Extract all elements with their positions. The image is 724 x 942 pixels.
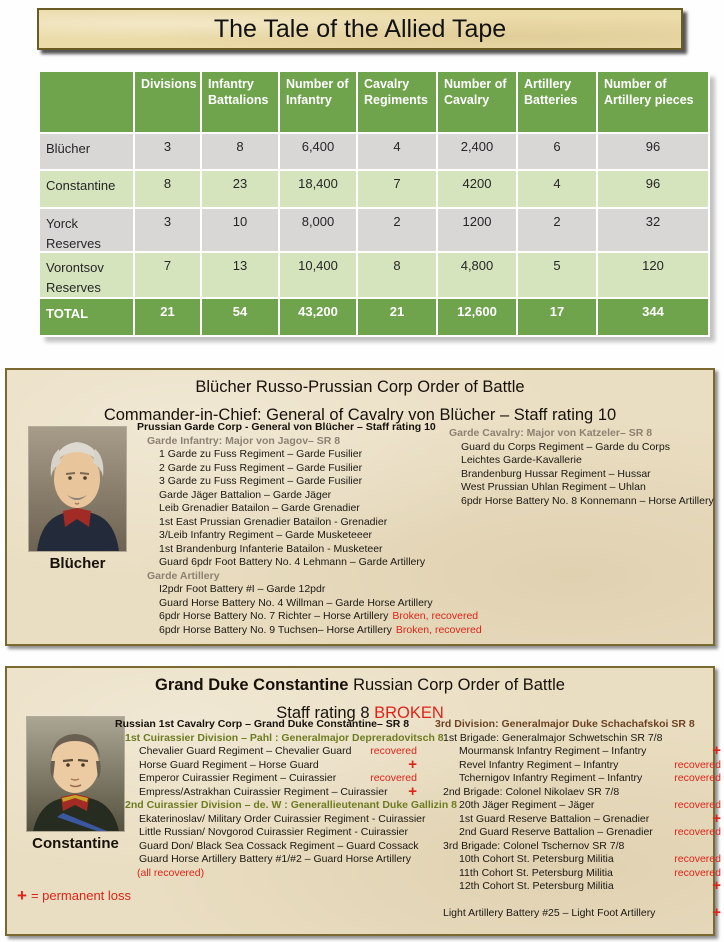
roster-item-status (426, 813, 434, 827)
legend-permanent-loss (17, 888, 131, 903)
roster-item-status: recovered (674, 799, 721, 811)
cell: 4 (518, 171, 598, 209)
cell: 32 (598, 209, 710, 253)
roster-item (137, 610, 479, 624)
roster-item-status: + (408, 755, 417, 773)
roster-item-text: 1st Guard Reserve Battalion – Grenadier (459, 812, 650, 825)
roster-item (137, 489, 459, 503)
roster-item (137, 516, 459, 530)
row-label-constantine: Constantine (40, 171, 135, 209)
constantine-title-bold: Grand Duke Constantine (155, 676, 349, 694)
division2-header: 2nd Cuirassier Division – de. W : Generallieutenant Duke Gallizin 8 (125, 799, 458, 811)
roster-item-status: recovered (674, 772, 721, 784)
roster-item-text: Ekaterinoslav/ Military Order Cuirassier Regiment - Cuirassier (139, 812, 426, 825)
roster-item (137, 475, 459, 489)
roster-item-text: West Prussian Uhlan Regiment – Uhlan (461, 481, 646, 493)
cell: 43,200 (280, 299, 358, 337)
row-label-bluecher: Blücher (40, 134, 135, 171)
constantine-portrait-label: Constantine (32, 835, 119, 852)
roster-item-text: Tchernigov Infantry Regiment – Infantry (459, 772, 643, 784)
roster-item-status: + (712, 742, 721, 759)
cell: 23 (202, 171, 280, 209)
roster-item-text: Emperor Cuirassier Regiment – Cuirassier (139, 772, 337, 784)
cell: 21 (358, 299, 438, 337)
cell: 10,400 (280, 253, 358, 299)
cell: 8 (358, 253, 438, 299)
roster-item-status: + (712, 903, 721, 921)
col-header-infantry-battalions: Infantry Battalions (202, 72, 280, 134)
roster-item (115, 772, 417, 786)
corps-header: Russian 1st Cavalry Corp – Grand Duke Constantine– SR 8 (115, 718, 410, 730)
col-header-blank (40, 72, 135, 134)
division1-header: 1st Cuirassier Division – Pahl : Generalmajor Depreradovitsch 8 (125, 731, 444, 744)
roster-item (137, 543, 459, 557)
roster-item-text: 6pdr Horse Battery No. 9 Tuchsen– Horse Artillery (159, 623, 392, 636)
cell: 3 (135, 134, 202, 171)
constantine-portrait (27, 717, 124, 852)
roster-item (137, 448, 459, 462)
col-header-artillery-batteries: Artillery Batteries (518, 72, 598, 134)
roster-item (435, 853, 721, 867)
division2-list (115, 812, 426, 867)
legend-text: = permanent loss (30, 888, 132, 903)
roster-item (137, 502, 459, 516)
cell: 2,400 (438, 134, 518, 171)
roster-item-text: 11th Cohort St. Petersburg Militia (459, 866, 613, 879)
cell: 12,600 (438, 299, 518, 337)
roster-item (435, 877, 721, 894)
roster-item-text: 2nd Guard Reserve Battalion – Grenadier (459, 826, 653, 838)
bluecher-panel-subtitle: Commander-in-Chief: General of Cavalry von Blücher – Staff rating 10 (103, 405, 617, 424)
roster-item (435, 759, 721, 773)
roster-item (435, 809, 721, 827)
roster-item-text: 2 Garde zu Fuss Regiment – Garde Fusilier (159, 461, 363, 474)
roster-item-text: Empress/Astrakhan Cuirassier Regiment – Cuirassier (139, 785, 388, 798)
constantine-left-column (115, 718, 458, 880)
col-header-number-of-infantry: Number of Infantry (280, 72, 358, 134)
broken-status: BROKEN (374, 703, 444, 722)
roster-item-status (409, 826, 417, 840)
roster-item (115, 745, 417, 759)
roster-item-text: Leichtes Garde-Kavallerie (461, 454, 582, 466)
brigade1-list (435, 742, 721, 786)
col-header-divisions: Divisions (135, 72, 202, 134)
roster-item (115, 853, 417, 867)
bluecher-right-column (439, 427, 721, 508)
constantine-panel (5, 666, 721, 936)
corps-header: Prussian Garde Corp - General von Blücher – Staff rating 10 (137, 421, 436, 433)
garde-infantry-list (137, 448, 459, 570)
roster-item-status: + (408, 782, 417, 800)
roster-item-text: Guard Horse Artillery Battery #1/#2 – Guard Horse Artillery (139, 853, 411, 865)
cell: 2 (518, 209, 598, 253)
roster-item-text: Revel Infantry Regiment – Infantry (459, 758, 619, 771)
roster-item-text: Guard 6pdr Foot Battery No. 4 Lehmann – Garde Artillery (159, 556, 426, 568)
roster-item-status (419, 840, 427, 854)
roster-item-status (411, 853, 419, 867)
roster-item (435, 799, 721, 813)
cell: 54 (202, 299, 280, 337)
staff-rating-text: Staff rating 8 (276, 703, 375, 722)
bluecher-portrait-image (29, 427, 126, 551)
roster-item-text: Little Russian/ Novgorod Cuirassier Regiment - Cuirassier (139, 826, 409, 838)
roster-item-status: recovered (370, 772, 417, 784)
constantine-right-column (435, 718, 721, 920)
cell: 8 (135, 171, 202, 209)
cell: 8,000 (280, 209, 358, 253)
roster-item (439, 481, 721, 495)
row-label-yorck: Yorck Reserves (40, 209, 135, 253)
roster-item-text: I2pdr Foot Battery #I – Garde 12pdr (159, 583, 326, 595)
roster-item-text: Light Artillery Battery #25 – Light Foot Artillery (443, 906, 656, 919)
roster-item (439, 441, 721, 455)
brigade2-header: 2nd Brigade: Colonel Nikolaev SR 7/8 (443, 785, 620, 798)
cell: 18,400 (280, 171, 358, 209)
roster-item-text: Horse Guard Regiment – Horse Guard (139, 758, 319, 771)
roster-item-text: 20th Jäger Regiment – Jäger (459, 799, 595, 811)
roster-item-status: recovered (674, 826, 721, 838)
constantine-title-rest: Russian Corp Order of Battle (348, 676, 565, 694)
roster-item-text: 1st East Prussian Grenadier Batailon - Grenadier (159, 515, 388, 528)
cell: 7 (358, 171, 438, 209)
cell: 4,800 (438, 253, 518, 299)
cell: 1200 (438, 209, 518, 253)
cell: 96 (598, 171, 710, 209)
roster-item-status: + (712, 809, 721, 827)
cell: 4200 (438, 171, 518, 209)
roster-item-text: 10th Cohort St. Petersburg Militia (459, 853, 614, 865)
cell: 21 (135, 299, 202, 337)
roster-item-text: Brandenburg Hussar Regiment – Hussar (461, 467, 651, 480)
roster-item (115, 840, 417, 854)
cell: 10 (202, 209, 280, 253)
roster-item-status: recovered (674, 758, 721, 771)
cell: 3 (135, 209, 202, 253)
cell: 8 (202, 134, 280, 171)
roster-item (115, 812, 426, 827)
col-header-number-of-cavalry: Number of Cavalry (438, 72, 518, 134)
bluecher-panel (5, 368, 715, 646)
cell: 6 (518, 134, 598, 171)
bluecher-panel-title: Blücher Russo-Prussian Corp Order of Battle (195, 378, 525, 396)
cell: 344 (598, 299, 710, 337)
roster-item (137, 583, 459, 597)
garde-infantry-header: Garde Infantry: Major von Jagov– SR 8 (147, 434, 341, 447)
all-recovered-note: (all recovered) (137, 866, 205, 879)
cell: 2 (358, 209, 438, 253)
roster-item-text: 6pdr Horse Battery No. 7 Richter – Horse Artillery (159, 610, 389, 622)
roster-item (435, 867, 721, 881)
roster-item (137, 597, 459, 611)
roster-item (115, 782, 417, 800)
roster-item-text: Garde Jäger Battalion – Garde Jäger (159, 488, 332, 501)
division1-list (115, 745, 417, 799)
roster-item (435, 826, 721, 840)
row-label-total: TOTAL (40, 299, 135, 337)
col-header-number-of-artillery-pieces: Number of Artillery pieces (598, 72, 710, 134)
roster-item-text: 1st Brandenburg Infanterie Batailon - Musketeer (159, 542, 383, 555)
light-artillery-item (435, 903, 721, 921)
cell: 7 (135, 253, 202, 299)
roster-item-text: 12th Cohort St. Petersburg Militia (459, 880, 614, 892)
roster-item-text: Mourmansk Infantry Regiment – Infantry (459, 745, 647, 757)
roster-item (439, 468, 721, 482)
roster-item (439, 495, 721, 509)
cell: 120 (598, 253, 710, 299)
garde-artillery-header: Garde Artillery (147, 569, 220, 582)
roster-item-text: 6pdr Horse Battery No. 8 Konnemann – Horse Artillery (461, 494, 714, 507)
roster-item-text: Guard Horse Battery No. 4 Willman – Garde Horse Artillery (159, 596, 433, 609)
cell: 96 (598, 134, 710, 171)
title-banner (37, 8, 683, 50)
constantine-panel-title (7, 675, 713, 696)
brigade3-list (435, 853, 721, 894)
cell: 17 (518, 299, 598, 337)
roster-item (137, 462, 459, 476)
roster-item-status: recovered (370, 745, 417, 757)
garde-cavalry-list (439, 441, 721, 509)
row-label-vorontsov: Vorontsov Reserves (40, 253, 135, 299)
roster-item (137, 556, 459, 570)
cell: 13 (202, 253, 280, 299)
roster-item (137, 529, 459, 543)
roster-item-text: Guard du Corps Regiment – Garde du Corps (461, 440, 670, 453)
roster-item (115, 826, 417, 840)
roster-item (439, 454, 721, 468)
brigade2-list (435, 799, 721, 840)
bluecher-left-column (137, 421, 482, 637)
roster-item (435, 742, 721, 759)
brigade3-header: 3rd Brigade: Colonel Tschernov SR 7/8 (443, 839, 625, 852)
cell: 4 (358, 134, 438, 171)
roster-item-text: Leib Grenadier Batailon – Garde Grenadier (159, 502, 360, 514)
cell: 5 (518, 253, 598, 299)
roster-item (115, 755, 417, 773)
division3-header: 3rd Division: Generalmajor Duke Schachafskoi SR 8 (435, 718, 695, 730)
bluecher-portrait-label: Blücher (49, 555, 106, 572)
roster-item-text: 3/Leib Infantry Regiment – Garde Musketeeer (159, 529, 373, 541)
page-title: The Tale of the Allied Tape (213, 14, 507, 43)
forces-table (40, 72, 710, 337)
roster-item-text: Guard Don/ Black Sea Cossack Regiment – Guard Cossack (139, 839, 419, 852)
cross-icon: + (17, 886, 27, 905)
roster-item-status: Broken, recovered (395, 623, 482, 636)
garde-artillery-list (137, 583, 482, 637)
bluecher-portrait (29, 427, 126, 572)
col-header-cavalry-regiments: Cavalry Regiments (358, 72, 438, 134)
roster-item-status: + (712, 877, 721, 894)
roster-item-status: recovered (674, 866, 721, 879)
roster-item-text: Chevalier Guard Regiment – Chevalier Guard (139, 745, 352, 757)
roster-item (137, 623, 482, 638)
roster-item (435, 772, 721, 786)
roster-item-status: recovered (674, 853, 721, 865)
roster-item-status: Broken, recovered (392, 610, 479, 622)
roster-item-text: 3 Garde zu Fuss Regiment – Garde Fusilier (159, 475, 363, 487)
roster-item-text: 1 Garde zu Fuss Regiment – Garde Fusilier (159, 448, 363, 460)
constantine-portrait-image (27, 717, 124, 831)
garde-cavalry-header: Garde Cavalry: Major von Katzeler– SR 8 (449, 427, 653, 439)
cell: 6,400 (280, 134, 358, 171)
brigade1-header: 1st Brigade: Generalmajor Schwetschin SR 7/8 (443, 731, 663, 744)
